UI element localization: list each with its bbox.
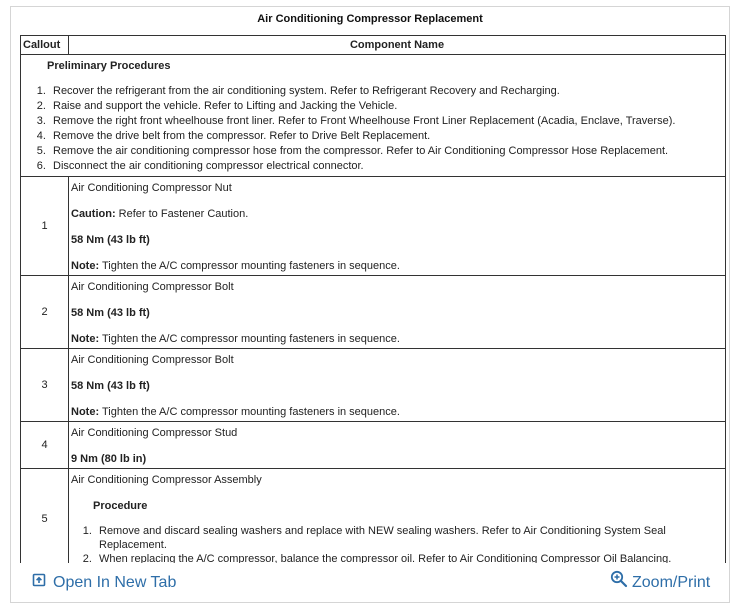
component-table [20, 35, 726, 563]
callout-cell: 5 [21, 469, 69, 564]
note-text: Tighten the A/C compressor mounting fasteners in sequence. [99, 333, 400, 345]
caution-line [71, 207, 721, 221]
component-name: Air Conditioning Compressor Bolt [71, 354, 234, 366]
caution-label: Caution: [71, 208, 116, 220]
torque-spec: 58 Nm (43 lb ft) [71, 234, 150, 246]
zoom-print-label: Zoom/Print [632, 574, 711, 591]
callout-cell: 1 [21, 177, 69, 276]
note-label: Note: [71, 333, 100, 345]
note-line [71, 332, 721, 346]
list-item: 1. Remove and discard sealing washers and replace with NEW sealing washers. Refer to Air Conditioning System Seal Replacement. [95, 524, 721, 552]
component-name: Air Conditioning Compressor Nut [71, 182, 232, 194]
preliminary-cell [21, 55, 726, 177]
note-label: Note: [71, 406, 100, 418]
page-title: Air Conditioning Compressor Replacement [257, 13, 483, 25]
zoom-in-icon [610, 570, 628, 596]
component-name-header: Component Name [69, 36, 726, 55]
torque-spec: 58 Nm (43 lb ft) [71, 307, 150, 319]
procedure-heading: Procedure [93, 500, 148, 512]
torque-spec: 58 Nm (43 lb ft) [71, 380, 150, 392]
open-in-new-tab-label: Open In New Tab [53, 574, 177, 591]
note-text: Tighten the A/C compressor mounting fasteners in sequence. [99, 260, 400, 272]
table-row [21, 276, 726, 349]
component-name: Air Conditioning Compressor Stud [71, 427, 238, 439]
table-header-row [21, 36, 726, 55]
table-row [21, 469, 726, 564]
callout-cell: 3 [21, 349, 69, 422]
note-text: Tighten the A/C compressor mounting fasteners in sequence. [99, 406, 400, 418]
table-row [21, 349, 726, 422]
open-in-new-tab-link[interactable] [32, 571, 176, 595]
list-item: 1. Recover the refrigerant from the air conditioning system. Refer to Refrigerant Recovery and Recharging. [49, 84, 719, 99]
open-in-new-tab-icon [32, 571, 46, 595]
callout-header: Callout [21, 36, 69, 55]
preliminary-row [21, 55, 726, 177]
list-item: 4. Remove the drive belt from the compressor. Refer to Drive Belt Replacement. [49, 129, 719, 144]
preliminary-heading: Preliminary Procedures [47, 60, 171, 72]
callout-cell: 4 [21, 422, 69, 469]
table-row [21, 422, 726, 469]
preliminary-steps-list [27, 84, 719, 174]
list-item: 2. When replacing the A/C compressor, balance the compressor oil. Refer to Air Conditioning Compressor Oil Balancing. [95, 552, 721, 563]
component-cell [69, 422, 726, 469]
torque-spec: 9 Nm (80 lb in) [71, 453, 147, 465]
list-item: 2. Raise and support the vehicle. Refer to Lifting and Jacking the Vehicle. [49, 99, 719, 114]
list-item: 6. Disconnect the air conditioning compressor electrical connector. [49, 159, 719, 174]
component-name: Air Conditioning Compressor Bolt [71, 281, 234, 293]
callout-cell: 2 [21, 276, 69, 349]
note-line [71, 405, 721, 419]
table-row [21, 177, 726, 276]
zoom-print-link[interactable] [610, 571, 710, 595]
component-cell [69, 349, 726, 422]
list-item: 3. Remove the right front wheelhouse front liner. Refer to Front Wheelhouse Front Liner Replacement (Acadia, Enclave, Traverse). [49, 114, 719, 129]
table-scroll-area[interactable] [20, 35, 726, 563]
component-cell [69, 276, 726, 349]
procedure-steps-list [71, 524, 721, 563]
caution-text: Refer to Fastener Caution. [115, 208, 249, 220]
component-cell [69, 177, 726, 276]
list-item: 5. Remove the air conditioning compressor hose from the compressor. Refer to Air Conditioning Compressor Hose Replacement. [49, 144, 719, 159]
note-line [71, 259, 721, 273]
note-label: Note: [71, 260, 100, 272]
component-cell [69, 469, 726, 564]
component-name: Air Conditioning Compressor Assembly [71, 474, 262, 486]
